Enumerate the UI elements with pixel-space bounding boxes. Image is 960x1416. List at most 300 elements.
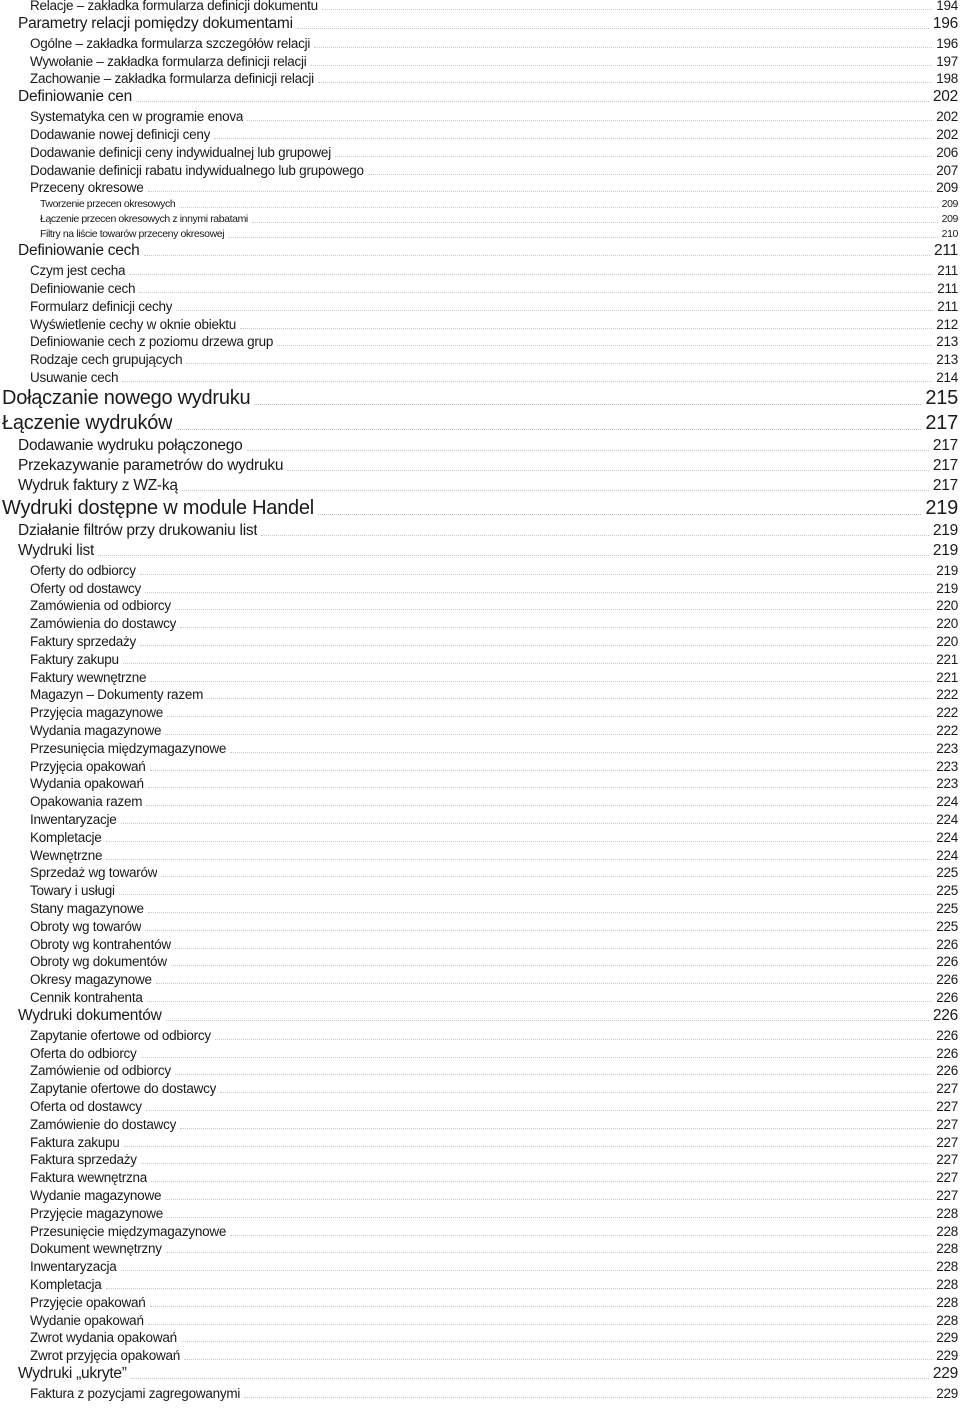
dot-leader <box>175 1074 932 1075</box>
toc-entry-page: 227 <box>936 1116 958 1132</box>
dot-leader <box>156 983 932 984</box>
toc-entry-title: Formularz definicji cechy <box>30 298 173 314</box>
toc-entry[interactable] <box>30 562 958 578</box>
toc-entry[interactable] <box>30 1169 958 1185</box>
toc-entry-title: Wywołanie – zakładka formularza definicji relacji <box>30 53 307 69</box>
toc-entry-page: 229 <box>936 1348 958 1364</box>
dot-leader <box>175 609 932 610</box>
dot-leader <box>144 255 930 256</box>
toc-entry-page: 226 <box>936 972 958 988</box>
toc-entry-title: Zapytanie ofertowe do dostawcy <box>30 1081 217 1097</box>
dot-leader <box>98 555 929 556</box>
toc-entry-title: Wydruki dokumentów <box>18 1007 162 1024</box>
toc-entry-title: Wyświetlenie cechy w oknie obiektu <box>30 316 236 332</box>
toc-entry[interactable] <box>30 1240 958 1256</box>
dot-leader <box>140 574 932 575</box>
toc-entry[interactable] <box>30 971 958 987</box>
dot-leader <box>165 1199 932 1200</box>
dot-leader <box>148 191 933 192</box>
toc-entry[interactable] <box>30 580 958 596</box>
toc-entry-page: 194 <box>936 0 958 13</box>
dot-leader <box>220 1092 932 1093</box>
toc-entry[interactable] <box>18 522 958 540</box>
toc-entry-title: Ogólne – zakładka formularza szczegółów relacji <box>30 35 311 51</box>
dot-leader <box>148 1324 933 1325</box>
dot-leader <box>146 1110 932 1111</box>
dot-leader <box>180 1128 932 1129</box>
toc-entry-title: Cennik kontrahenta <box>30 990 143 1005</box>
toc-entry[interactable] <box>30 1027 958 1043</box>
toc-entry-title: Kompletacja <box>30 1277 102 1292</box>
toc-entry-page: 220 <box>936 634 958 649</box>
toc-entry[interactable] <box>30 793 958 809</box>
toc-entry-title: Zwrot wydania opakowań <box>30 1330 177 1346</box>
toc-entry[interactable] <box>30 758 958 774</box>
toc-entry-page: 209 <box>941 198 958 211</box>
toc-entry[interactable] <box>30 864 958 880</box>
toc-entry[interactable] <box>30 53 958 69</box>
dot-leader <box>121 823 933 824</box>
dot-leader <box>139 292 933 293</box>
toc-entry-title: Przyjęcie magazynowe <box>30 1205 164 1221</box>
dot-leader <box>141 1057 933 1058</box>
toc-entry[interactable] <box>40 197 958 210</box>
toc-entry[interactable] <box>30 1045 958 1061</box>
toc-entry-title: Usuwanie cech <box>30 370 119 385</box>
toc-entry-page: 229 <box>932 1365 958 1383</box>
toc-entry-page: 227 <box>936 1170 958 1186</box>
toc-entry-title: Przeceny okresowe <box>30 180 144 196</box>
toc-entry[interactable] <box>30 35 958 51</box>
toc-entry[interactable] <box>30 333 958 349</box>
dot-leader <box>186 363 932 364</box>
toc-entry[interactable] <box>18 457 958 475</box>
dot-leader <box>311 65 933 66</box>
toc-entry[interactable] <box>30 1312 958 1328</box>
toc-entry-title: Przyjęcia magazynowe <box>30 705 164 721</box>
dot-leader <box>165 734 932 735</box>
dot-leader <box>244 1397 932 1398</box>
toc-entry[interactable] <box>30 144 958 160</box>
toc-entry-title: Przesunięcia międzymagazynowe <box>30 740 227 756</box>
toc-entry-page: 220 <box>936 598 958 614</box>
toc-entry[interactable] <box>30 1347 958 1363</box>
toc-entry-title: Przyjęcia opakowań <box>30 758 146 774</box>
toc-entry-title: Przekazywanie parametrów do wydruku <box>18 457 284 474</box>
toc-entry[interactable] <box>30 882 958 898</box>
toc-entry-page: 213 <box>936 334 958 350</box>
toc-entry-title: Oferty do odbiorcy <box>30 562 136 578</box>
toc-entry[interactable] <box>30 918 958 934</box>
dot-leader <box>106 1288 933 1289</box>
toc-entry-page: 211 <box>937 281 958 296</box>
dot-leader <box>180 627 932 628</box>
toc-entry-title: Zamówienia do dostawcy <box>30 616 177 632</box>
toc-entry-page: 217 <box>932 457 958 474</box>
toc-entry[interactable] <box>30 669 958 685</box>
toc-entry-page: 198 <box>936 71 958 87</box>
toc-entry[interactable] <box>30 1223 958 1239</box>
toc-entry-page: 217 <box>932 437 958 454</box>
dot-leader <box>314 47 932 48</box>
toc-entry-title: Wydanie magazynowe <box>30 1188 162 1203</box>
toc-entry-title: Wydania opakowań <box>30 776 144 792</box>
toc-entry[interactable] <box>30 989 958 1005</box>
toc-entry-page: 226 <box>936 990 958 1005</box>
toc-entry[interactable] <box>2 413 958 435</box>
dot-leader <box>151 1181 932 1182</box>
toc-entry-page: 224 <box>936 794 958 810</box>
toc-entry-title: Łączenie wydruków <box>2 412 173 434</box>
toc-entry-page: 223 <box>936 776 958 792</box>
toc-entry-title: Wydania magazynowe <box>30 723 162 738</box>
toc-entry-page: 217 <box>932 477 958 494</box>
dot-leader <box>176 429 921 430</box>
dot-leader <box>247 450 929 451</box>
toc-entry[interactable] <box>40 227 958 240</box>
toc-entry-page: 222 <box>936 687 958 703</box>
dot-leader <box>215 1039 932 1040</box>
toc-entry[interactable] <box>18 242 958 260</box>
toc-entry[interactable] <box>30 829 958 845</box>
toc-entry-title: Definiowanie cech <box>30 281 136 296</box>
toc-entry-title: Faktury wewnętrzne <box>30 669 147 685</box>
toc-entry-title: Inwentaryzacje <box>30 812 117 827</box>
toc-entry-page: 219 <box>925 497 958 519</box>
toc-entry-page: 224 <box>936 847 958 863</box>
toc-entry-title: Dokument wewnętrzny <box>30 1241 162 1257</box>
toc-entry-title: Definiowanie cen <box>18 88 133 106</box>
dot-leader <box>140 645 932 646</box>
toc-entry-title: Dodawanie definicji ceny indywidualnej lub grupowej <box>30 144 331 160</box>
dot-leader <box>184 1359 932 1360</box>
dot-leader <box>141 1163 932 1164</box>
dot-leader <box>161 876 932 877</box>
toc-entry[interactable] <box>30 369 958 385</box>
toc-entry-page: 227 <box>936 1188 958 1203</box>
toc-entry[interactable] <box>18 542 958 560</box>
toc-entry[interactable] <box>30 651 958 667</box>
toc-entry[interactable] <box>30 1134 958 1150</box>
toc-entry-title: Dodawanie wydruku połączonego <box>18 437 243 454</box>
toc-entry-page: 219 <box>932 522 958 539</box>
toc-entry[interactable] <box>30 262 958 278</box>
toc-entry[interactable] <box>18 477 958 495</box>
toc-entry[interactable] <box>18 88 958 106</box>
toc-entry-title: Opakowania razem <box>30 794 143 810</box>
toc-entry[interactable] <box>30 1098 958 1114</box>
dot-leader <box>147 1001 933 1002</box>
toc-entry[interactable] <box>30 126 958 142</box>
toc-entry[interactable] <box>18 437 958 455</box>
dot-leader <box>318 82 932 83</box>
dot-leader <box>214 138 932 139</box>
toc-entry-title: Dodawanie nowej definicji ceny <box>30 127 211 142</box>
toc-entry[interactable] <box>30 1205 958 1221</box>
toc-entry-title: Tworzenie przecen okresowych <box>40 198 176 211</box>
toc-entry-title: Zamówienie do dostawcy <box>30 1116 177 1132</box>
dot-leader <box>335 156 932 157</box>
dot-leader <box>277 345 932 346</box>
toc-entry[interactable] <box>30 70 958 86</box>
toc-entry-title: Wydruki dostępne w module Handel <box>2 497 314 519</box>
toc-entry-page: 209 <box>941 213 958 226</box>
toc-entry-page: 223 <box>936 758 958 774</box>
toc-entry-page: 229 <box>936 1330 958 1346</box>
toc-entry-page: 211 <box>934 242 958 260</box>
toc-entry-title: Faktura z pozycjami zagregowanymi <box>30 1386 241 1401</box>
toc-entry-title: Kompletacje <box>30 829 102 845</box>
dot-leader <box>150 1306 933 1307</box>
toc-entry[interactable] <box>30 1062 958 1078</box>
dot-leader <box>150 770 933 771</box>
toc-entry-title: Łączenie przecen okresowych z innymi rabatami <box>40 213 248 226</box>
toc-entry-page: 214 <box>936 370 958 385</box>
dot-leader <box>146 805 932 806</box>
dot-leader <box>166 1252 932 1253</box>
toc-entry[interactable] <box>30 740 958 756</box>
toc-entry-title: Faktury sprzedaży <box>30 634 137 649</box>
toc-entry-title: Czym jest cecha <box>30 263 126 279</box>
toc-entry-title: Filtry na liście towarów przeceny okresowej <box>40 228 225 241</box>
dot-leader <box>124 1146 933 1147</box>
toc-entry-page: 212 <box>936 316 958 332</box>
toc-entry[interactable] <box>30 597 958 613</box>
toc-entry-page: 202 <box>936 127 958 142</box>
dot-leader <box>230 752 932 753</box>
dot-leader <box>129 274 933 275</box>
toc-entry-title: Relacje – zakładka formularza definicji dokumentu <box>30 0 318 13</box>
dot-leader <box>247 120 932 121</box>
dot-leader <box>106 859 932 860</box>
dot-leader <box>182 490 929 491</box>
dot-leader <box>167 1217 932 1218</box>
toc-entry-title: Faktury zakupu <box>30 651 119 667</box>
toc-entry[interactable] <box>2 498 958 520</box>
toc-entry-title: Przesunięcie międzymagazynowe <box>30 1223 227 1239</box>
toc-entry-title: Obroty wg kontrahentów <box>30 936 171 952</box>
toc-entry-title: Faktura wewnętrzna <box>30 1170 148 1186</box>
toc-entry-page: 227 <box>936 1081 958 1097</box>
toc-entry[interactable] <box>30 1116 958 1132</box>
toc-entry-page: 217 <box>925 412 958 434</box>
toc-entry-title: Zapytanie ofertowe od odbiorcy <box>30 1027 211 1043</box>
toc-entry[interactable] <box>30 162 958 178</box>
dot-leader <box>228 237 938 238</box>
toc-entry[interactable] <box>30 633 958 649</box>
toc-entry-title: Działanie filtrów przy drukowaniu list <box>18 522 258 539</box>
toc-entry-title: Dodawanie definicji rabatu indywidualnego lub grupowego <box>30 162 364 178</box>
toc-entry[interactable] <box>30 316 958 332</box>
toc-entry-page: 229 <box>936 1386 958 1401</box>
toc-entry[interactable] <box>30 1329 958 1345</box>
toc-entry-page: 211 <box>937 298 958 314</box>
toc-entry-title: Systematyka cen w programie enova <box>30 109 244 125</box>
toc-entry-title: Wydanie opakowań <box>30 1312 144 1328</box>
toc-entry-page: 228 <box>936 1223 958 1239</box>
dot-leader <box>207 698 932 699</box>
toc-entry-title: Stany magazynowe <box>30 901 144 916</box>
dot-leader <box>297 28 929 29</box>
toc-entry-page: 202 <box>932 88 958 106</box>
toc-entry-page: 226 <box>936 1045 958 1061</box>
toc-entry[interactable] <box>18 15 958 33</box>
dot-leader <box>368 174 932 175</box>
toc-entry[interactable] <box>30 704 958 720</box>
toc-entry-title: Wydruki list <box>18 542 95 559</box>
dot-leader <box>261 535 928 536</box>
toc-entry-page: 228 <box>936 1259 958 1275</box>
toc-entry[interactable] <box>40 212 958 225</box>
toc-entry[interactable] <box>30 1080 958 1096</box>
toc-entry[interactable] <box>30 1258 958 1274</box>
toc-entry-title: Oferta do odbiorcy <box>30 1045 137 1061</box>
toc-entry-page: 196 <box>936 35 958 51</box>
dot-leader <box>145 930 932 931</box>
dot-leader <box>254 404 921 405</box>
toc-entry-page: 207 <box>936 162 958 178</box>
toc-entry-title: Rodzaje cech grupujących <box>30 352 183 368</box>
toc-entry-page: 228 <box>936 1277 958 1292</box>
dot-leader <box>131 1378 929 1379</box>
toc-entry-title: Zamówienie od odbiorcy <box>30 1063 171 1079</box>
toc-entry-title: Obroty wg dokumentów <box>30 954 167 970</box>
toc-entry[interactable] <box>30 775 958 791</box>
toc-entry-page: 223 <box>936 740 958 756</box>
toc-entry-title: Oferta od dostawcy <box>30 1099 142 1114</box>
toc-entry-page: 209 <box>936 180 958 196</box>
dot-leader <box>252 222 938 223</box>
toc-entry[interactable] <box>30 108 958 124</box>
toc-entry[interactable] <box>30 722 958 738</box>
toc-entry-page: 221 <box>936 651 958 667</box>
toc-entry[interactable] <box>30 686 958 702</box>
dot-leader <box>318 514 921 515</box>
toc-entry-title: Dołączanie nowego wydruku <box>2 387 251 409</box>
toc-entry-title: Okresy magazynowe <box>30 972 152 988</box>
toc-entry-page: 227 <box>936 1134 958 1150</box>
toc-entry-page: 222 <box>936 723 958 738</box>
toc-entry-page: 228 <box>936 1294 958 1310</box>
dot-leader <box>176 310 933 311</box>
toc-entry-page: 219 <box>932 542 958 559</box>
toc-entry-title: Zwrot przyjęcia opakowań <box>30 1348 181 1364</box>
dot-leader <box>121 1270 933 1271</box>
dot-leader <box>240 328 932 329</box>
toc-entry-page: 224 <box>936 812 958 827</box>
toc-entry-title: Parametry relacji pomiędzy dokumentami <box>18 15 293 32</box>
toc-entry[interactable] <box>30 615 958 631</box>
toc-entry[interactable] <box>18 1365 958 1383</box>
dot-leader <box>230 1235 932 1236</box>
toc-entry[interactable] <box>30 179 958 195</box>
toc-entry-title: Inwentaryzacja <box>30 1259 117 1275</box>
toc-entry[interactable] <box>30 847 958 863</box>
dot-leader <box>150 681 932 682</box>
toc-entry[interactable] <box>30 1151 958 1167</box>
dot-leader <box>167 716 932 717</box>
toc-entry-page: 211 <box>937 263 958 279</box>
toc-entry[interactable] <box>30 900 958 916</box>
toc-entry[interactable] <box>30 0 958 13</box>
toc-entry[interactable] <box>30 1187 958 1203</box>
toc-entry-page: 196 <box>932 15 958 32</box>
toc-entry[interactable] <box>30 351 958 367</box>
dot-leader <box>119 894 932 895</box>
toc-entry-title: Magazyn – Dokumenty razem <box>30 687 204 703</box>
toc-entry-title: Towary i usługi <box>30 883 115 899</box>
toc-entry-page: 219 <box>936 562 958 578</box>
toc-entry-title: Obroty wg towarów <box>30 918 142 934</box>
toc-entry-title: Przyjęcie opakowań <box>30 1294 146 1310</box>
dot-leader <box>322 9 932 10</box>
toc-entry-title: Wydruki „ukryte” <box>18 1365 127 1383</box>
toc-entry-page: 225 <box>936 865 958 881</box>
dot-leader <box>179 207 937 208</box>
toc-entry-page: 225 <box>936 918 958 934</box>
toc-entry-title: Faktura zakupu <box>30 1134 120 1150</box>
toc-entry[interactable] <box>30 298 958 314</box>
toc-entry-title: Oferty od dostawcy <box>30 580 142 596</box>
toc-entry-title: Zachowanie – zakładka formularza definicji relacji <box>30 71 314 87</box>
toc-entry-page: 228 <box>936 1312 958 1328</box>
toc-entry-title: Wydruk faktury z WZ-ką <box>18 477 178 494</box>
dot-leader <box>166 1020 929 1021</box>
toc-entry-page: 226 <box>932 1007 958 1024</box>
dot-leader <box>148 787 933 788</box>
toc-entry-title: Definiowanie cech <box>18 242 140 260</box>
toc-entry-title: Sprzedaż wg towarów <box>30 865 158 881</box>
toc-entry-page: 206 <box>936 144 958 160</box>
dot-leader <box>106 841 933 842</box>
toc-entry-page: 226 <box>936 954 958 970</box>
toc-entry[interactable] <box>18 1007 958 1025</box>
toc-entry-page: 228 <box>936 1241 958 1257</box>
toc-entry-title: Definiowanie cech z poziomu drzewa grup <box>30 334 274 350</box>
toc-entry-page: 213 <box>936 352 958 368</box>
toc-entry[interactable] <box>30 1276 958 1292</box>
dot-leader <box>123 663 932 664</box>
dot-leader <box>175 948 932 949</box>
toc-entry-page: 226 <box>936 1027 958 1043</box>
toc-entry-page: 210 <box>941 228 958 241</box>
toc-entry-page: 226 <box>936 936 958 952</box>
dot-leader <box>287 470 929 471</box>
toc-entry-page: 225 <box>936 901 958 916</box>
toc-entry-page: 220 <box>936 616 958 632</box>
toc-entry[interactable] <box>30 1385 958 1401</box>
toc-entry-page: 219 <box>936 580 958 596</box>
toc-entry-title: Faktura sprzedaży <box>30 1152 137 1168</box>
toc-entry[interactable] <box>30 1294 958 1310</box>
toc-entry-page: 222 <box>936 705 958 721</box>
toc-entry[interactable] <box>30 811 958 827</box>
dot-leader <box>145 592 932 593</box>
dot-leader <box>122 381 932 382</box>
toc-entry[interactable] <box>30 936 958 952</box>
toc-entry-page: 197 <box>936 53 958 69</box>
toc-entry-page: 226 <box>936 1063 958 1079</box>
toc-entry-page: 225 <box>936 883 958 899</box>
toc-entry-page: 224 <box>936 829 958 845</box>
toc-entry-page: 227 <box>936 1099 958 1114</box>
toc-entry-page: 215 <box>925 387 958 409</box>
toc-entry[interactable] <box>30 280 958 296</box>
toc-entry-page: 221 <box>936 669 958 685</box>
dot-leader <box>171 965 932 966</box>
toc-entry[interactable] <box>30 953 958 969</box>
toc-entry[interactable] <box>2 388 958 410</box>
